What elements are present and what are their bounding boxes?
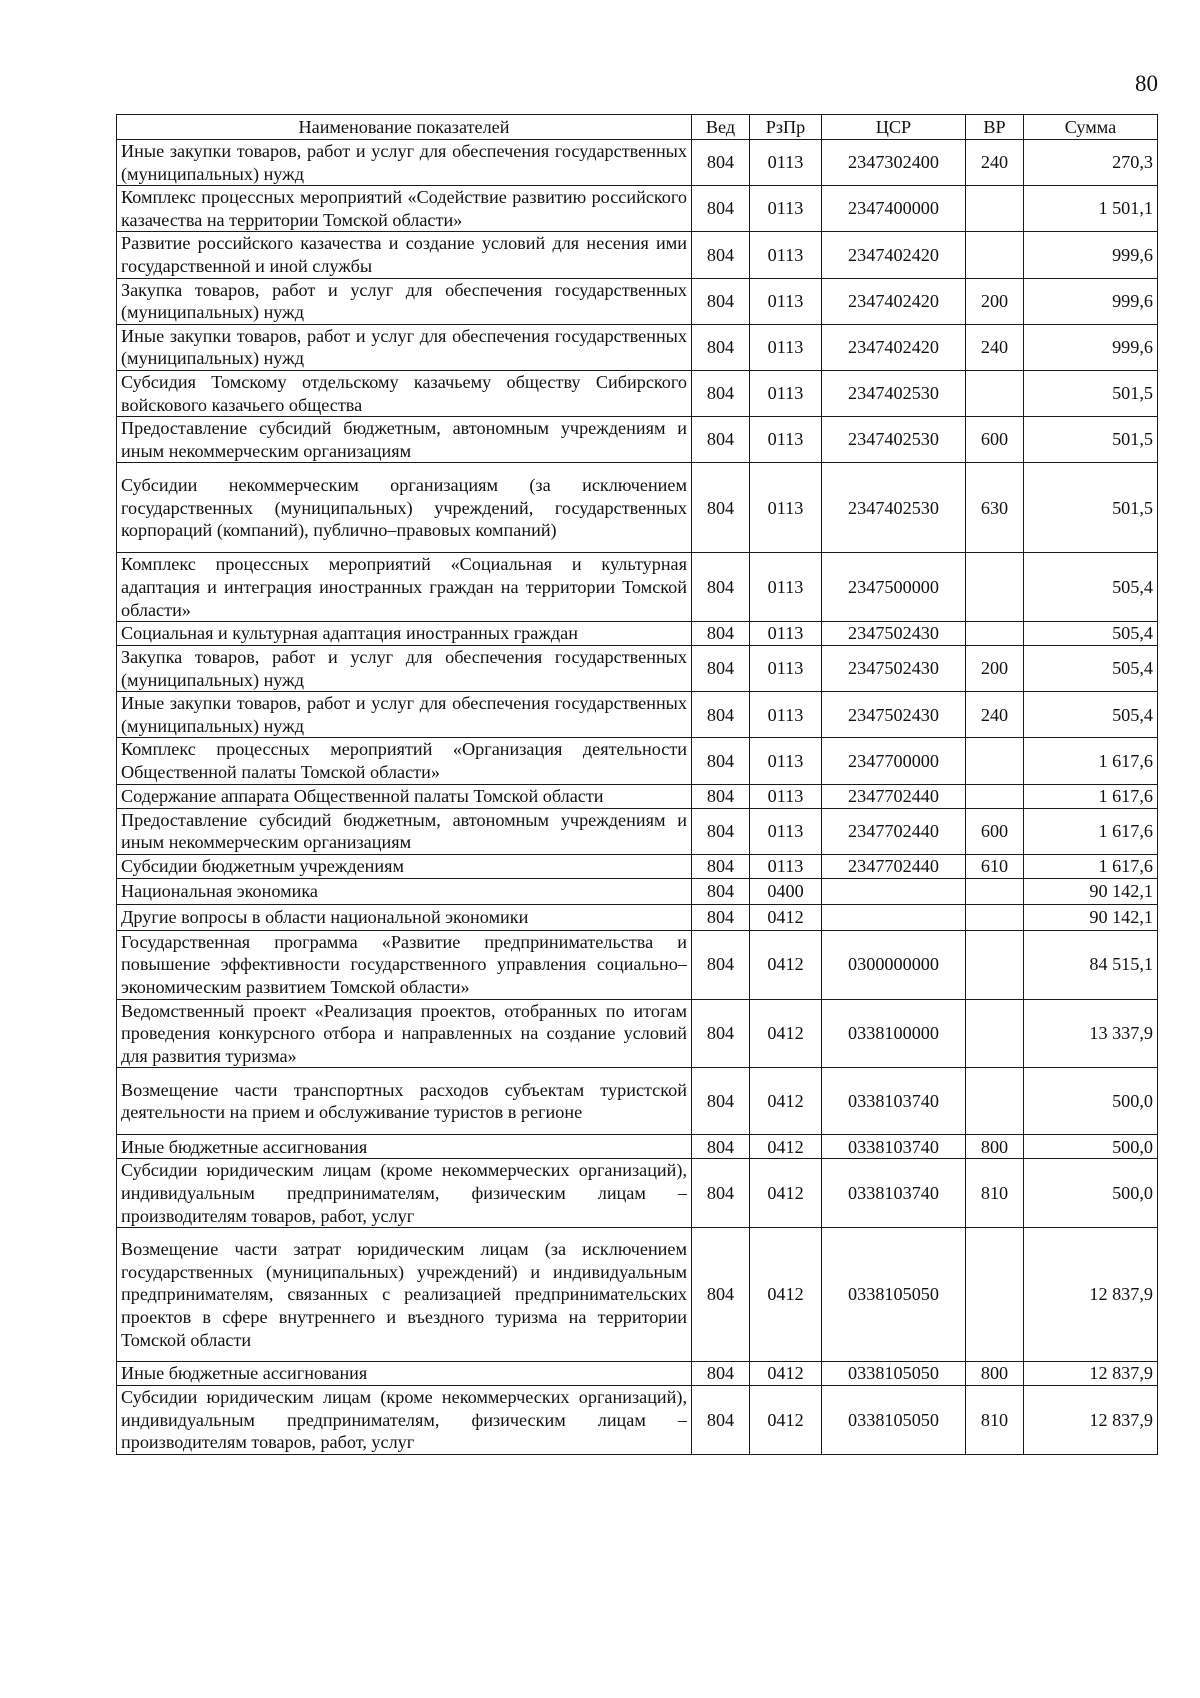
cell-vr [966,553,1024,622]
table-row [117,186,1158,232]
cell-name: Закупка товаров, работ и услуг для обеспечения государственных (муниципальных) нужд [117,646,692,692]
header-name: Наименование показателей [117,115,692,140]
cell-rzpr: 0412 [750,1386,822,1455]
cell-csr: 2347702440 [822,784,966,808]
table-row [117,1386,1158,1455]
table-body [117,140,1158,1455]
cell-sum: 501,5 [1024,463,1158,553]
cell-name: Предоставление субсидий бюджетным, автономным учреждениям и иным некоммерческим организациям [117,808,692,854]
cell-ved: 804 [692,463,750,553]
cell-csr: 2347502430 [822,692,966,738]
cell-vr [966,999,1024,1068]
cell-ved: 804 [692,1386,750,1455]
cell-rzpr: 0412 [750,904,822,930]
cell-name: Комплекс процессных мероприятий «Организация деятельности Общественной палаты Томской области» [117,738,692,784]
cell-name: Комплекс процессных мероприятий «Содействие развитию российского казачества на территории Томской области» [117,186,692,232]
cell-vr: 240 [966,140,1024,186]
cell-sum: 12 837,9 [1024,1386,1158,1455]
cell-vr: 810 [966,1159,1024,1228]
cell-ved: 804 [692,324,750,370]
cell-rzpr: 0113 [750,370,822,416]
cell-csr: 0300000000 [822,930,966,999]
cell-rzpr: 0113 [750,854,822,878]
cell-name: Иные бюджетные ассигнования [117,1362,692,1386]
cell-ved: 804 [692,646,750,692]
cell-sum: 501,5 [1024,370,1158,416]
cell-rzpr: 0412 [750,1135,822,1159]
cell-rzpr: 0412 [750,1228,822,1362]
table-row [117,1159,1158,1228]
header-ved: Вед [692,115,750,140]
cell-ved: 804 [692,1362,750,1386]
cell-ved: 804 [692,370,750,416]
cell-sum: 505,4 [1024,692,1158,738]
header-vr: ВР [966,115,1024,140]
cell-name: Закупка товаров, работ и услуг для обеспечения государственных (муниципальных) нужд [117,278,692,324]
cell-name: Возмещение части затрат юридическим лицам (за исключением государственных (муниципальных) учреждений) и индивидуальным предпринимателям, связанных с реализацией предпринимательских проектов в сфере внутреннего и въездного туризма на территории Томской области [117,1228,692,1362]
cell-sum: 999,6 [1024,324,1158,370]
cell-csr: 2347402420 [822,232,966,278]
table-row [117,930,1158,999]
cell-csr: 0338103740 [822,1159,966,1228]
cell-vr: 240 [966,324,1024,370]
cell-vr [966,784,1024,808]
table-row [117,232,1158,278]
cell-rzpr: 0113 [750,784,822,808]
cell-rzpr: 0113 [750,738,822,784]
table-row [117,1135,1158,1159]
cell-ved: 804 [692,140,750,186]
cell-rzpr: 0412 [750,1362,822,1386]
cell-name: Субсидии юридическим лицам (кроме некоммерческих организаций), индивидуальным предпринимателям, физическим лицам – производителям товаров, работ, услуг [117,1386,692,1455]
cell-sum: 1 617,6 [1024,738,1158,784]
cell-csr: 2347402530 [822,463,966,553]
cell-vr [966,1228,1024,1362]
cell-ved: 804 [692,1228,750,1362]
cell-ved: 804 [692,553,750,622]
cell-vr [966,1068,1024,1135]
cell-csr: 2347402530 [822,417,966,463]
cell-ved: 804 [692,878,750,904]
cell-vr [966,232,1024,278]
cell-rzpr: 0412 [750,999,822,1068]
cell-rzpr: 0412 [750,1068,822,1135]
cell-ved: 804 [692,186,750,232]
table-row [117,646,1158,692]
cell-csr: 0338105050 [822,1386,966,1455]
cell-sum: 13 337,9 [1024,999,1158,1068]
cell-vr [966,738,1024,784]
cell-rzpr: 0113 [750,417,822,463]
cell-csr: 0338103740 [822,1068,966,1135]
table-row [117,324,1158,370]
budget-table [116,114,1158,1455]
table-row [117,692,1158,738]
cell-rzpr: 0113 [750,140,822,186]
cell-sum: 90 142,1 [1024,878,1158,904]
cell-name: Развитие российского казачества и создание условий для несения ими государственной и иной службы [117,232,692,278]
cell-csr: 2347302400 [822,140,966,186]
cell-vr: 800 [966,1135,1024,1159]
cell-sum: 1 617,6 [1024,808,1158,854]
cell-ved: 804 [692,1068,750,1135]
cell-sum: 999,6 [1024,278,1158,324]
cell-rzpr: 0412 [750,930,822,999]
cell-vr: 810 [966,1386,1024,1455]
cell-vr: 600 [966,417,1024,463]
cell-ved: 804 [692,738,750,784]
cell-vr: 600 [966,808,1024,854]
cell-ved: 804 [692,930,750,999]
cell-csr: 2347700000 [822,738,966,784]
cell-csr: 0338105050 [822,1362,966,1386]
cell-sum: 501,5 [1024,417,1158,463]
cell-sum: 12 837,9 [1024,1362,1158,1386]
cell-vr [966,930,1024,999]
cell-sum: 12 837,9 [1024,1228,1158,1362]
cell-ved: 804 [692,417,750,463]
cell-ved: 804 [692,692,750,738]
cell-csr: 2347500000 [822,553,966,622]
table-row [117,553,1158,622]
cell-name: Ведомственный проект «Реализация проектов, отобранных по итогам проведения конкурсного отбора и направленных на создание условий для развития туризма» [117,999,692,1068]
table-row [117,140,1158,186]
cell-rzpr: 0113 [750,808,822,854]
table-row [117,622,1158,646]
cell-rzpr: 0113 [750,324,822,370]
cell-vr: 240 [966,692,1024,738]
header-csr: ЦСР [822,115,966,140]
cell-sum: 505,4 [1024,553,1158,622]
cell-rzpr: 0113 [750,463,822,553]
cell-csr: 2347702440 [822,808,966,854]
cell-name: Субсидии юридическим лицам (кроме некоммерческих организаций), индивидуальным предпринимателям, физическим лицам – производителям товаров, работ, услуг [117,1159,692,1228]
cell-vr: 200 [966,646,1024,692]
header-sum: Сумма [1024,115,1158,140]
cell-vr: 630 [966,463,1024,553]
cell-ved: 804 [692,232,750,278]
cell-sum: 505,4 [1024,646,1158,692]
cell-vr [966,186,1024,232]
cell-rzpr: 0113 [750,232,822,278]
cell-rzpr: 0113 [750,622,822,646]
cell-rzpr: 0113 [750,278,822,324]
cell-name: Иные закупки товаров, работ и услуг для обеспечения государственных (муниципальных) нужд [117,140,692,186]
cell-ved: 804 [692,854,750,878]
cell-name: Субсидии бюджетным учреждениям [117,854,692,878]
cell-name: Содержание аппарата Общественной палаты Томской области [117,784,692,808]
cell-vr: 800 [966,1362,1024,1386]
cell-ved: 804 [692,278,750,324]
cell-name: Иные закупки товаров, работ и услуг для обеспечения государственных (муниципальных) нужд [117,692,692,738]
cell-csr: 2347502430 [822,646,966,692]
cell-rzpr: 0400 [750,878,822,904]
table-row [117,370,1158,416]
cell-rzpr: 0113 [750,692,822,738]
table-row [117,904,1158,930]
cell-name: Субсидия Томскому отдельскому казачьему обществу Сибирского войскового казачьего общества [117,370,692,416]
cell-sum: 505,4 [1024,622,1158,646]
cell-csr: 2347402420 [822,324,966,370]
cell-csr: 2347502430 [822,622,966,646]
cell-csr: 0338103740 [822,1135,966,1159]
cell-name: Иные закупки товаров, работ и услуг для обеспечения государственных (муниципальных) нужд [117,324,692,370]
cell-vr [966,370,1024,416]
table-header-row [117,115,1158,140]
cell-csr: 2347400000 [822,186,966,232]
cell-ved: 804 [692,1159,750,1228]
cell-csr: 2347702440 [822,854,966,878]
cell-name: Предоставление субсидий бюджетным, автономным учреждениям и иным некоммерческим организациям [117,417,692,463]
table-row [117,463,1158,553]
table-row [117,999,1158,1068]
cell-csr [822,904,966,930]
cell-vr [966,904,1024,930]
table-row [117,738,1158,784]
cell-sum: 999,6 [1024,232,1158,278]
cell-name: Социальная и культурная адаптация иностранных граждан [117,622,692,646]
cell-csr: 2347402530 [822,370,966,416]
cell-sum: 90 142,1 [1024,904,1158,930]
cell-ved: 804 [692,808,750,854]
cell-sum: 1 617,6 [1024,784,1158,808]
cell-name: Иные бюджетные ассигнования [117,1135,692,1159]
cell-name: Государственная программа «Развитие предпринимательства и повышение эффективности государственного управления социально–экономическим развитием Томской области» [117,930,692,999]
table-row [117,854,1158,878]
cell-ved: 804 [692,999,750,1068]
cell-sum: 270,3 [1024,140,1158,186]
table-row [117,784,1158,808]
cell-name: Возмещение части транспортных расходов субъектам туристской деятельности на прием и обслуживание туристов в регионе [117,1068,692,1135]
cell-vr: 200 [966,278,1024,324]
cell-name: Национальная экономика [117,878,692,904]
cell-rzpr: 0113 [750,646,822,692]
cell-sum: 1 501,1 [1024,186,1158,232]
table-row [117,417,1158,463]
table-row [117,1362,1158,1386]
cell-vr: 610 [966,854,1024,878]
cell-sum: 84 515,1 [1024,930,1158,999]
cell-csr: 2347402420 [822,278,966,324]
cell-ved: 804 [692,904,750,930]
cell-name: Субсидии некоммерческим организациям (за исключением государственных (муниципальных) учреждений, государственных корпораций (компаний), публично–правовых компаний) [117,463,692,553]
cell-sum: 500,0 [1024,1135,1158,1159]
cell-name: Комплекс процессных мероприятий «Социальная и культурная адаптация и интеграция иностранных граждан на территории Томской области» [117,553,692,622]
table-row [117,278,1158,324]
cell-sum: 500,0 [1024,1068,1158,1135]
page-number: 80 [1135,71,1158,96]
cell-vr [966,622,1024,646]
cell-rzpr: 0412 [750,1159,822,1228]
cell-ved: 804 [692,1135,750,1159]
cell-name: Другие вопросы в области национальной экономики [117,904,692,930]
table-row [117,878,1158,904]
cell-sum: 500,0 [1024,1159,1158,1228]
cell-csr: 0338100000 [822,999,966,1068]
cell-csr [822,878,966,904]
cell-csr: 0338105050 [822,1228,966,1362]
cell-rzpr: 0113 [750,553,822,622]
table-row [117,1228,1158,1362]
cell-ved: 804 [692,784,750,808]
header-rzpr: РзПр [750,115,822,140]
cell-sum: 1 617,6 [1024,854,1158,878]
cell-vr [966,878,1024,904]
table-row [117,1068,1158,1135]
cell-rzpr: 0113 [750,186,822,232]
cell-ved: 804 [692,622,750,646]
table-row [117,808,1158,854]
